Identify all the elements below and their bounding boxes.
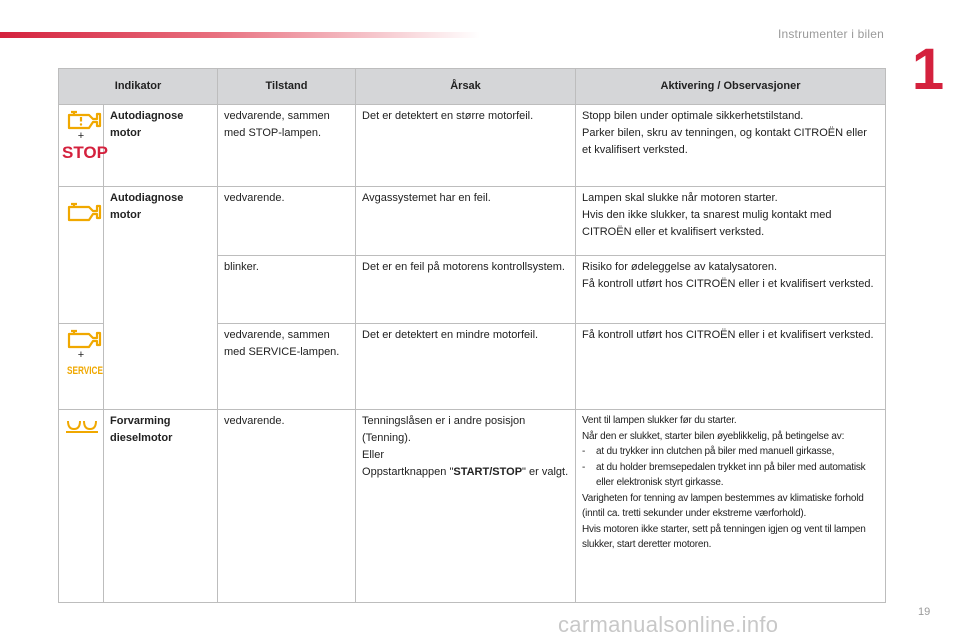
- action-text: Hvis den ikke slukker, ta snarest mulig kontakt med CITROËN eller et kvalifisert verksted.: [582, 209, 832, 238]
- table-row: [59, 410, 886, 603]
- dash: -: [582, 461, 586, 473]
- indicator-name: motor: [110, 127, 142, 139]
- chapter-number: 1: [911, 37, 945, 102]
- action-text: Varigheten for tenning av lampen bestemmes av klimatiske forhold (inntil ca. tretti sekunder under ekstreme værforhold).: [582, 492, 864, 519]
- cause-text: [362, 464, 569, 481]
- state-cell: vedvarende.: [218, 410, 356, 603]
- service-lamp-icon: [65, 362, 105, 376]
- action-text: Stopp bilen under optimale sikkerhetstilstand.: [582, 110, 804, 122]
- action-cell: Få kontroll utført hos CITROËN eller i et kvalifisert verksted.: [576, 324, 886, 410]
- indicator-name: Forvarming: [110, 415, 171, 427]
- column-header: Aktivering / Observasjoner: [576, 69, 886, 105]
- state-cell: vedvarende, sammen med STOP-lampen.: [218, 105, 356, 187]
- action-cell: [576, 410, 886, 603]
- cause-cell: Det er detektert en mindre motorfeil.: [356, 324, 576, 410]
- dash: -: [582, 446, 586, 457]
- indicator-icon-cell: [59, 105, 108, 187]
- indicator-name: dieselmotor: [110, 432, 173, 444]
- indicator-name: Autodiagnose: [110, 192, 184, 204]
- state-cell: vedvarende.: [218, 187, 356, 256]
- action-cell: [576, 256, 886, 324]
- action-text: Parker bilen, skru av tenningen, og kontakt CITROËN eller et kvalifisert verksted.: [582, 127, 867, 156]
- watermark: carmanualsonline.info: [558, 612, 779, 637]
- cause-text-prefix: Oppstartknappen ": [362, 466, 454, 478]
- cause-cell: Det er detektert en større motorfeil.: [356, 105, 576, 187]
- section-title: Instrumenter i bilen: [777, 27, 884, 41]
- header-accent-bar: [0, 32, 480, 38]
- cause-text: Tenningslåsen er i andre posisjon (Tenning).: [362, 415, 526, 444]
- cause-cell: Det er en feil på motorens kontrollsystem.: [356, 256, 576, 324]
- action-text: Lampen skal slukke når motoren starter.: [582, 192, 778, 204]
- indicator-icon-cell: [59, 324, 104, 410]
- action-cell: [576, 187, 886, 256]
- cause-cell: Avgassystemet har en feil.: [356, 187, 576, 256]
- table-header-row: [59, 69, 886, 105]
- action-text: Risiko for ødeleggelse av katalysatoren.: [582, 261, 778, 273]
- cause-text-suffix: " er valgt.: [522, 466, 569, 478]
- indicator-icon-cell: [59, 187, 104, 324]
- indicator-name: motor: [110, 209, 142, 221]
- engine-warning-icon: [65, 108, 103, 130]
- action-text: Hvis motoren ikke starter, sett på tenningen igjen og vent til lampen slukker, start deretter motoren.: [582, 523, 866, 550]
- start-stop-label: START/STOP: [453, 466, 523, 478]
- page-number: 19: [918, 606, 931, 618]
- state-cell: vedvarende, sammen med SERVICE-lampen.: [218, 324, 356, 410]
- indicator-name-cell: [104, 410, 218, 603]
- column-header: Tilstand: [218, 69, 356, 105]
- state-cell: blinker.: [218, 256, 356, 324]
- plus-sign: +: [77, 130, 85, 142]
- action-text: Vent til lampen slukker før du starter.: [582, 415, 737, 426]
- engine-warning-icon: [65, 327, 103, 349]
- indicator-table: [58, 68, 886, 603]
- indicator-name-cell: [104, 105, 218, 187]
- plus-sign: +: [77, 349, 85, 361]
- table-row: [59, 105, 886, 187]
- table-row: [59, 187, 886, 256]
- action-text: at du trykker inn clutchen på biler med manuell girkasse,: [596, 446, 835, 457]
- indicator-icon-cell: [59, 410, 104, 603]
- column-header: Årsak: [356, 69, 576, 105]
- action-text: Når den er slukket, starter bilen øyeblikkelig, på betingelse av:: [582, 430, 845, 442]
- stop-lamp-icon: [62, 143, 108, 162]
- list-item: [582, 460, 879, 491]
- svg-text:SERVICE: SERVICE: [67, 365, 103, 377]
- glow-plug-icon: [65, 417, 99, 435]
- cause-cell: [356, 410, 576, 603]
- engine-warning-icon: [65, 200, 103, 222]
- action-text: Få kontroll utført hos CITROËN eller i et kvalifisert verksted.: [582, 278, 874, 290]
- column-header: Indikator: [59, 69, 218, 105]
- svg-text:STOP: STOP: [62, 143, 108, 162]
- action-text: at du holder bremsepedalen trykket inn på biler med automatisk eller elektronisk styrt girkasse.: [596, 461, 866, 488]
- indicator-name-cell: [104, 187, 218, 410]
- action-cell: [576, 105, 886, 187]
- cause-text: Eller: [362, 449, 385, 461]
- list-item: [582, 444, 879, 460]
- indicator-name: Autodiagnose: [110, 110, 184, 122]
